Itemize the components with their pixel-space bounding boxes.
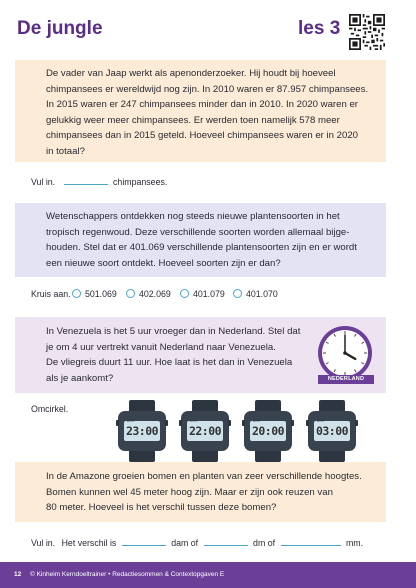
question-line: je om 4 uur vertrekt vanuit Nederland naar Venezuela. [46, 341, 276, 353]
question-line: chimpansees er wereldwijd nog zijn. In 2010 waren er 87.957 chimpansees. [46, 83, 369, 95]
watch-tag: A.M. [127, 419, 135, 423]
answer-unit: mm. [345, 538, 364, 548]
question-line: 80 meter. Hoeveel is het verschil tussen deze bomen? [46, 502, 277, 514]
question-4-answer [31, 537, 363, 548]
question-line: De vader van Jaap werkt als apenonderzoeker. Hij houdt bij hoeveel [46, 68, 336, 79]
watch-tag: A.M. [253, 419, 261, 423]
option-2[interactable] [126, 289, 171, 299]
watch-display: 20:00 [250, 421, 286, 441]
watch-display: 23:00 [124, 421, 160, 441]
question-3-instruction: Omcirkel. [31, 404, 69, 414]
watch-display: 22:00 [187, 421, 223, 441]
page-title: De jungle [17, 18, 103, 39]
answer-unit: dam of [171, 538, 199, 548]
radio-circle-icon[interactable] [126, 289, 135, 298]
question-line: tropisch regenwoud. Deze verschillende soorten worden allemaal bijge- [46, 226, 350, 238]
option-label: 401.079 [193, 289, 225, 299]
answer-unit: chimpansees. [113, 177, 168, 187]
page-number: 12 [14, 571, 22, 578]
option-label: 401.070 [246, 289, 278, 299]
page-header [0, 0, 416, 58]
answer-blank-chimpansees[interactable] [64, 176, 108, 185]
watch-option-4[interactable] [306, 400, 358, 462]
question-line: in totaal? [46, 145, 85, 157]
instruction-label: Vul in. [31, 538, 56, 548]
question-line: De vliegreis duurt 11 uur. Hoe laat is het dan in Venezuela [46, 357, 293, 369]
radio-circle-icon[interactable] [233, 289, 242, 298]
question-1-answer [31, 176, 167, 187]
option-4[interactable] [233, 289, 278, 299]
radio-circle-icon[interactable] [72, 289, 81, 298]
answer-blank-mm[interactable] [281, 537, 341, 546]
watch-tag: A.M. [190, 419, 198, 423]
answer-text: Het verschil is [61, 538, 117, 548]
instruction-label: Vul in. [31, 177, 56, 187]
question-3-text [46, 324, 300, 386]
watch-tag: A.M. [317, 419, 325, 423]
answer-blank-dam[interactable] [122, 537, 166, 546]
question-line: Wetenschappers ontdekken nog steeds nieuwe plantensoorten in het [46, 211, 340, 222]
radio-circle-icon[interactable] [180, 289, 189, 298]
question-line: gelukkig weer meer chimpansees. Er werden toen namelijk 578 meer [46, 114, 340, 126]
watch-option-2[interactable] [179, 400, 231, 462]
question-line: een nieuwe soort ontdekt. Hoeveel soorten zijn er dan? [46, 257, 281, 269]
page-footer [0, 562, 416, 588]
question-line: In de Amazone groeien bomen en planten van zeer verschillende hoogtes. [46, 471, 362, 482]
option-1[interactable] [72, 289, 117, 299]
question-line: als je aankomt? [46, 372, 114, 384]
lesson-number: les 3 [298, 18, 341, 39]
footer-text: © Kinheim Kerndoeltrainer • Redactiesommen & Contextopgaven E [30, 571, 225, 578]
question-1-text [46, 66, 368, 160]
watch-display: 03:00 [314, 421, 350, 441]
question-line: houden. Stel dat er 401.069 verschillende plantensoorten zijn en er wordt [46, 242, 357, 254]
question-4-text [46, 469, 362, 516]
option-3[interactable] [180, 289, 225, 299]
answer-blank-dm[interactable] [204, 537, 248, 546]
clock-label: NEDERLAND [318, 375, 374, 384]
question-line: chimpansees dan in 2015 geteld. Hoeveel chimpansees waren er in 2020 [46, 130, 358, 142]
qr-code-icon[interactable] [349, 14, 385, 50]
watch-option-3[interactable] [242, 400, 294, 462]
watch-option-1[interactable] [116, 400, 168, 462]
question-2-text [46, 209, 357, 271]
option-label: 501.069 [85, 289, 117, 299]
question-line: In Venezuela is het 5 uur vroeger dan in Nederland. Stel dat [46, 326, 301, 337]
question-line: Bomen kunnen wel 45 meter hoog zijn. Maar er zijn ook reuzen van [46, 486, 333, 498]
option-label: 402.069 [139, 289, 171, 299]
question-2-instruction: Kruis aan. [31, 289, 71, 299]
question-line: In 2015 waren er 247 chimpansees minder dan in 2010. In 2020 waren er [46, 99, 358, 111]
answer-unit: dm of [253, 538, 276, 548]
